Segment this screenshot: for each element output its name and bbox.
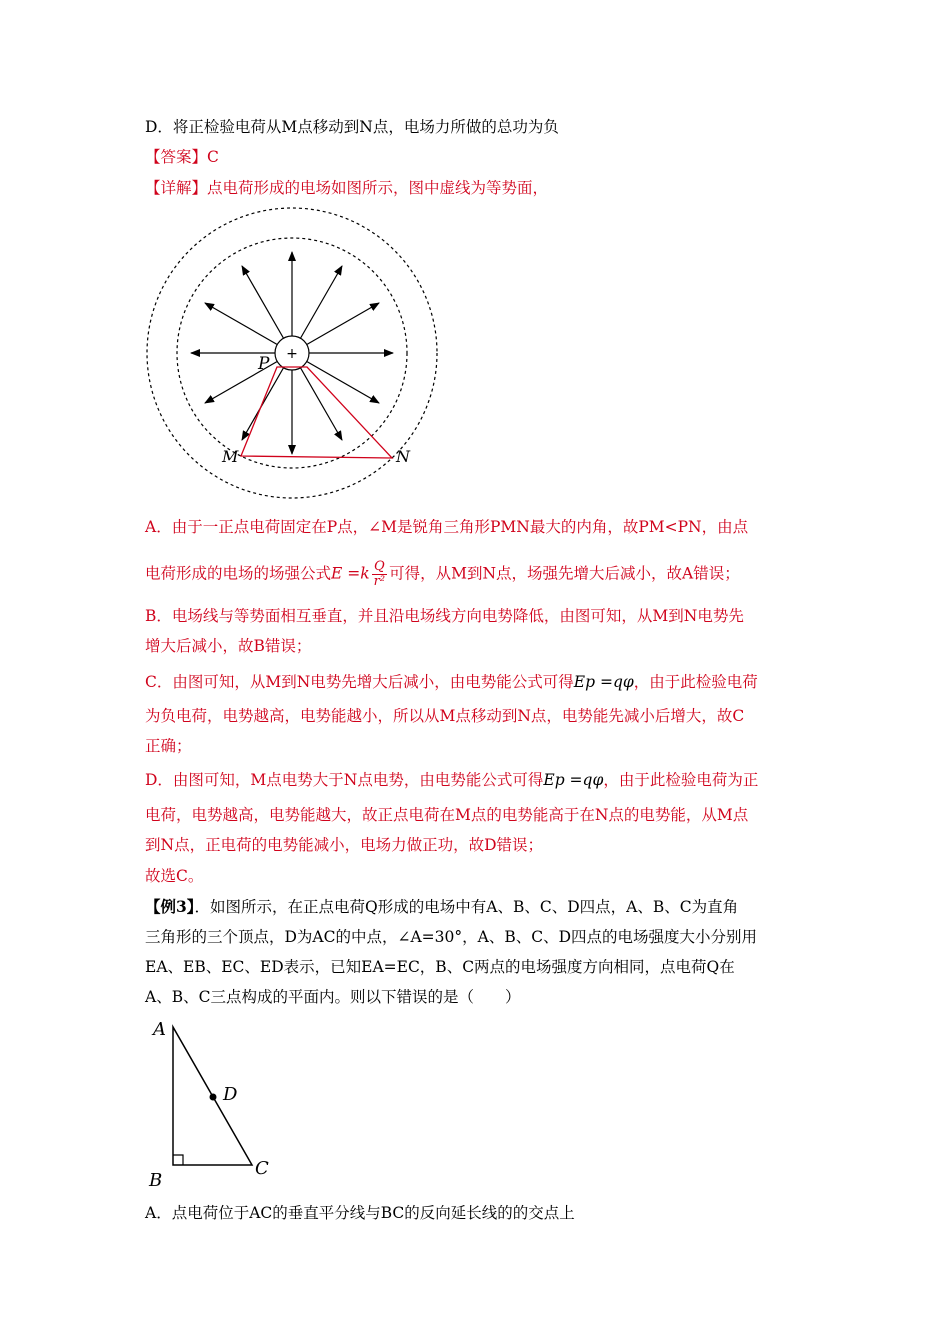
fraction-num: Q: [372, 560, 387, 575]
triangle-diagram: [140, 1012, 290, 1192]
analysis-c-line2: 为负电荷，电势越高，电势能越小，所以从M点移动到N点，电势能先减小后增大，故C: [145, 707, 745, 725]
c-formula: Ep =qφ: [573, 673, 634, 691]
analysis-d-line1: [145, 770, 758, 790]
formula-e: E =k: [331, 564, 370, 583]
example3-line3: EA、EB、EC、ED表示，已知EA=EC，B、C两点的电场强度方向相同，点电荷Q在: [145, 958, 735, 976]
charge-plus-sign: +: [286, 346, 298, 362]
example3-option-a: A．点电荷位于AC的垂直平分线与BC的反向延长线的的交点上: [145, 1204, 575, 1222]
answer-value: C: [207, 148, 219, 166]
d-line1-post: ，由于此检验电荷为正: [603, 771, 759, 789]
c-line1-pre: C．由图可知，从M到N电势先增大后减小，由电势能公式可得: [145, 673, 574, 691]
label-a: A: [153, 1019, 166, 1040]
detail-intro: 点电荷形成的电场如图所示，图中虚线为等势面，: [207, 179, 549, 197]
triangle-pmn: [241, 367, 392, 458]
label-p: P: [258, 354, 270, 374]
fraction-den: r²: [373, 574, 386, 589]
label-d: D: [223, 1084, 238, 1105]
answer-line: [145, 147, 219, 167]
c-line1-post: ，由于此检验电荷: [633, 673, 758, 691]
d-formula: Ep =qφ: [543, 771, 604, 789]
example3-line4: A、B、C三点构成的平面内。则以下错误的是（ ）: [145, 988, 521, 1006]
label-m: M: [222, 447, 239, 466]
point-d: [210, 1094, 217, 1101]
analysis-c-line3: 正确；: [145, 737, 192, 755]
a-line2-post: 可得，从M到N点，场强先增大后减小，故A错误；: [389, 564, 740, 583]
analysis-d-line3: 到N点，正电荷的电势能减小，电场力做正功，故D错误；: [145, 836, 543, 854]
analysis-d-line2: 电荷，电势越高，电势能越大，故正点电荷在M点的电势能高于在N点的电势能，从M点: [145, 806, 749, 824]
analysis-a-line1: A．由于一正点电荷固定在P点，∠M是锐角三角形PMN最大的内角，故PM<PN，由点: [145, 518, 749, 536]
example3-line1: [145, 897, 738, 917]
example3-line1-text: ．如图所示，在正点电荷Q形成的电场中有A、B、C、D四点，A、B、C为直角: [194, 898, 739, 916]
detail-tag: 【详解】: [145, 179, 208, 197]
label-c: C: [255, 1158, 269, 1179]
analysis-conclusion: 故选C。: [145, 867, 204, 885]
label-b: B: [149, 1170, 163, 1191]
field-diagram: [140, 200, 450, 505]
right-angle-mark: [173, 1155, 183, 1165]
analysis-c-line1: [145, 672, 758, 692]
formula-fraction: [372, 560, 387, 589]
analysis-b-line2: 增大后减小，故B错误；: [145, 637, 312, 655]
example3-tag: 【例3】: [145, 897, 195, 916]
analysis-a-line2: [145, 560, 740, 589]
d-line1-pre: D．由图可知，M点电势大于N点电势，由电势能公式可得: [145, 771, 544, 789]
analysis-b-line1: B．电场线与等势面相互垂直，并且沿电场线方向电势降低，由图可知，从M到N电势先: [145, 607, 744, 625]
a-line2-pre: 电荷形成的电场的场强公式: [145, 564, 332, 583]
prev-option-d: D．将正检验电荷从M点移动到N点，电场力所做的总功为负: [145, 118, 559, 136]
answer-tag: 【答案】: [145, 148, 208, 166]
example3-line2: 三角形的三个顶点，D为AC的中点，∠A=30°，A、B、C、D四点的电场强度大小分别用: [145, 928, 757, 946]
label-n: N: [396, 447, 410, 466]
detail-line: [145, 178, 548, 198]
